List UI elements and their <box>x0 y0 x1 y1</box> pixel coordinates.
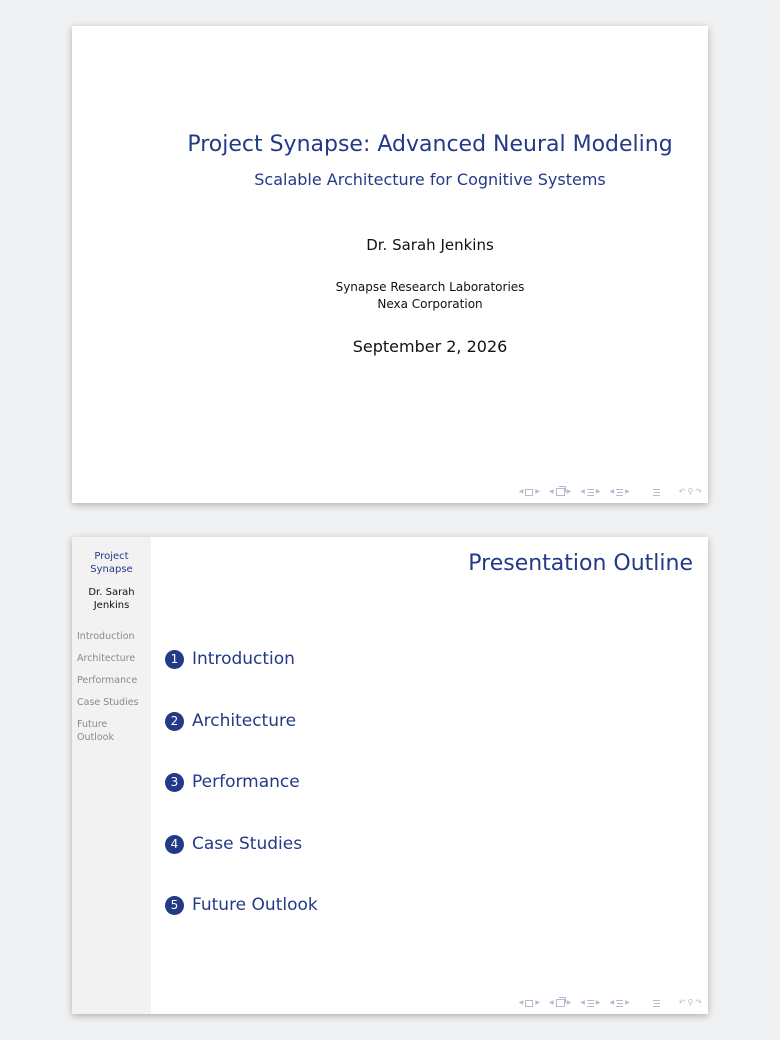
sidebar-item-performance[interactable]: Performance <box>77 675 138 686</box>
outline-item[interactable] <box>165 772 300 792</box>
section-icon[interactable] <box>616 489 623 496</box>
frame-next-icon[interactable]: ▶ <box>566 999 572 1006</box>
frame-nav[interactable] <box>549 487 571 497</box>
slide-next-icon[interactable]: ▶ <box>535 488 540 495</box>
section-icon[interactable] <box>616 1000 623 1007</box>
navigation-bar <box>519 487 702 497</box>
outline-number: 5 <box>165 896 184 915</box>
frame-prev-icon[interactable]: ◀ <box>548 488 554 495</box>
subsection-prev-icon[interactable]: ◀ <box>580 999 585 1006</box>
presentation-date: September 2, 2026 <box>352 337 508 356</box>
institution-line: Nexa Corporation <box>377 297 483 311</box>
outline-number: 2 <box>165 712 184 731</box>
outline-number: 4 <box>165 835 184 854</box>
section-prev-icon[interactable]: ◀ <box>609 999 615 1006</box>
search-nav[interactable] <box>679 998 702 1008</box>
outline-label: Case Studies <box>192 834 303 854</box>
outline-number: 1 <box>165 650 184 669</box>
toc-icon[interactable] <box>653 489 660 496</box>
outline-label: Architecture <box>192 711 297 731</box>
subsection-prev-icon[interactable]: ◀ <box>580 488 585 495</box>
sidebar <box>72 537 151 1014</box>
institution <box>172 279 688 313</box>
search-nav[interactable] <box>679 487 702 497</box>
forward-icon[interactable]: ↷ <box>695 487 702 496</box>
sidebar-title-line: Synapse <box>90 564 133 575</box>
sidebar-title-line: Project <box>94 551 129 562</box>
frame-prev-icon[interactable]: ◀ <box>548 999 554 1006</box>
sidebar-item-future-outlook[interactable]: Future Outlook <box>77 719 114 743</box>
slide-next-icon[interactable]: ▶ <box>535 999 540 1006</box>
slide-icon[interactable] <box>525 1000 533 1007</box>
slide-prev-icon[interactable]: ◀ <box>518 999 524 1006</box>
slide-prev-icon[interactable]: ◀ <box>518 488 524 495</box>
sidebar-author-line: Jenkins <box>93 600 130 611</box>
back-forward-icon[interactable]: ↶ <box>678 487 686 496</box>
sidebar-item-case-studies[interactable]: Case Studies <box>77 697 139 708</box>
outline-label: Introduction <box>192 649 295 669</box>
outline-number: 3 <box>165 773 184 792</box>
frame-icon[interactable] <box>556 488 565 496</box>
outline-item[interactable] <box>165 834 302 854</box>
sidebar-author-line: Dr. Sarah <box>88 587 135 598</box>
outline-item[interactable] <box>165 895 318 915</box>
subsection-icon[interactable] <box>587 1000 594 1007</box>
title-slide <box>72 26 708 503</box>
subsection-nav[interactable] <box>580 487 600 497</box>
institution-line: Synapse Research Laboratories <box>335 280 525 294</box>
navigation-bar <box>519 998 702 1008</box>
search-icon[interactable]: ⚲ <box>687 998 694 1007</box>
presentation-title: Project Synapse: Advanced Neural Modeling <box>187 132 673 157</box>
section-prev-icon[interactable]: ◀ <box>609 488 615 495</box>
sidebar-item-introduction[interactable]: Introduction <box>77 631 135 642</box>
frame-nav[interactable] <box>549 998 571 1008</box>
outline-label: Future Outlook <box>192 895 318 915</box>
sidebar-title[interactable] <box>72 550 151 576</box>
section-nav[interactable] <box>609 487 629 497</box>
subsection-next-icon[interactable]: ▶ <box>595 999 601 1006</box>
sidebar-item-architecture[interactable]: Architecture <box>77 653 136 664</box>
presentation-subtitle: Scalable Architecture for Cognitive Systems <box>254 170 606 189</box>
sidebar-author <box>72 586 151 612</box>
toc-icon[interactable] <box>653 1000 660 1007</box>
slide-nav[interactable] <box>519 487 540 497</box>
slide-nav[interactable] <box>519 998 540 1008</box>
outline-item[interactable] <box>165 649 295 669</box>
subsection-nav[interactable] <box>580 998 600 1008</box>
slide-icon[interactable] <box>525 489 533 496</box>
frame-next-icon[interactable]: ▶ <box>566 488 572 495</box>
forward-icon[interactable]: ↷ <box>695 998 702 1007</box>
back-forward-icon[interactable]: ↶ <box>678 998 686 1007</box>
frame-title: Presentation Outline <box>468 551 693 576</box>
outline-item[interactable] <box>165 711 296 731</box>
frame-icon[interactable] <box>556 999 565 1007</box>
outline-slide <box>72 537 708 1014</box>
section-next-icon[interactable]: ▶ <box>625 999 630 1006</box>
subsection-icon[interactable] <box>587 489 594 496</box>
section-nav[interactable] <box>609 998 629 1008</box>
section-next-icon[interactable]: ▶ <box>625 488 630 495</box>
search-icon[interactable]: ⚲ <box>687 487 694 496</box>
outline-label: Performance <box>192 772 300 792</box>
subsection-next-icon[interactable]: ▶ <box>595 488 601 495</box>
sidebar-section-list <box>77 630 149 753</box>
author-name: Dr. Sarah Jenkins <box>366 236 494 254</box>
